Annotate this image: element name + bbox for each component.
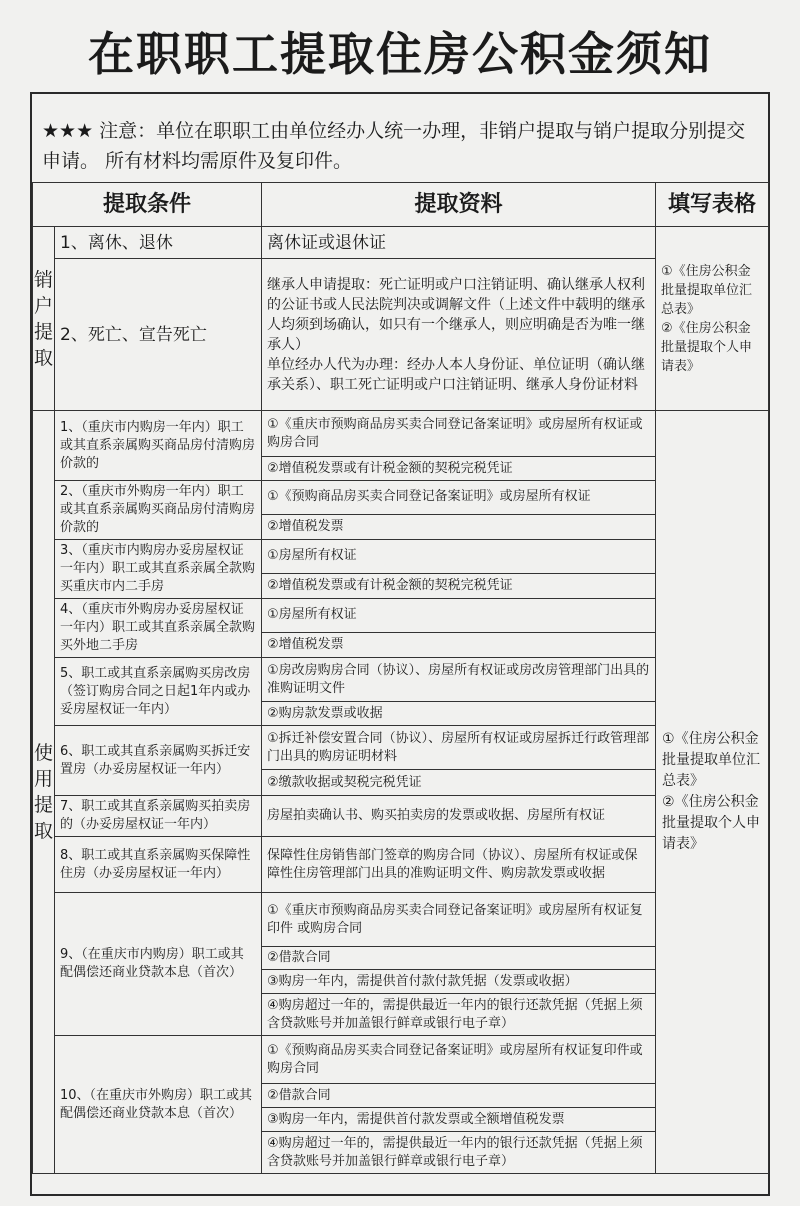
- materials-cell: ①《重庆市预购商品房买卖合同登记备案证明》或房屋所有权证或购房合同: [262, 411, 656, 457]
- materials-cell: ②缴款收据或契税完税凭证: [262, 770, 656, 796]
- condition-cell: 2、（重庆市外购房一年内）职工或其直系亲属购买商品房付清购房价款的: [55, 481, 262, 540]
- materials-cell: [262, 227, 656, 259]
- materials-cell: ④购房超过一年的，需提供最近一年内的银行还款凭据（凭据上须含贷款账号并加盖银行鲜章或银行电子章）: [262, 994, 656, 1036]
- material-text: 单位经办人代为办理：经办人本人身份证、单位证明（确认继承关系）、职工死亡证明或户口注销证明、继承人身份证材料: [267, 356, 646, 393]
- materials-cell: ②增值税发票或有计税金额的契税完税凭证: [262, 457, 656, 481]
- table-row: [33, 411, 769, 457]
- form-name: ①《住房公积金批量提取单位汇总表》: [662, 731, 761, 789]
- materials-cell: 房屋拍卖确认书、购买拍卖房的发票或收据、房屋所有权证: [262, 796, 656, 837]
- table-row: [33, 227, 769, 259]
- materials-cell: ②增值税发票: [262, 514, 656, 539]
- condition-cell: 4、（重庆市外购房办妥房屋权证一年内）职工或其直系亲属全款购买外地二手房: [55, 599, 262, 658]
- condition-cell: 9、（在重庆市内购房）职工或其配偶偿还商业贷款本息（首次）: [55, 893, 262, 1036]
- materials-cell: ①房改房购房合同（协议）、房屋所有权证或房改房管理部门出具的准购证明文件: [262, 658, 656, 702]
- condition-cell: 8、职工或其直系亲属购买保障性住房（办妥房屋权证一年内）: [55, 837, 262, 893]
- condition-cell: 1、（重庆市内购房一年内）职工或其直系亲属购买商品房付清购房价款的: [55, 411, 262, 481]
- materials-cell: ④购房超过一年的，需提供最近一年内的银行还款凭据（凭据上须含贷款账号并加盖银行鲜章或银行电子章）: [262, 1132, 656, 1174]
- materials-cell: ①拆迁补偿安置合同（协议）、房屋所有权证或房屋拆迁行政管理部门出具的购房证明材料: [262, 726, 656, 770]
- materials-cell: ②增值税发票: [262, 632, 656, 657]
- material-text: 继承人申请提取：死亡证明或户口注销证明、确认继承人权利的公证书或人民法院判决或调解文件（上述文件中载明的继承人均须到场确认，如只有一个继承人，则应明确是否为唯一继承人）: [267, 276, 646, 353]
- materials-cell: ①《预购商品房买卖合同登记备案证明》或房屋所有权证复印件或购房合同: [262, 1036, 656, 1084]
- form-name: ②《住房公积金批量提取个人申请表》: [662, 794, 761, 852]
- forms-cell: [656, 227, 769, 411]
- condition-cell: 7、职工或其直系亲属购买拍卖房的（办妥房屋权证一年内）: [55, 796, 262, 837]
- forms-cell: [656, 411, 769, 1174]
- materials-cell: ②借款合同: [262, 1084, 656, 1108]
- condition-cell: 2、死亡、宣告死亡: [55, 259, 262, 411]
- materials-cell: ①《重庆市预购商品房买卖合同登记备案证明》或房屋所有权证复印件 或购房合同: [262, 893, 656, 947]
- form-name: ②《住房公积金批量提取个人申请表》: [661, 320, 753, 374]
- header-materials: 提取资料: [262, 183, 656, 227]
- section-label-closure: 销户提取: [33, 227, 55, 411]
- material-text: 离休证或退休证: [267, 232, 387, 253]
- header-forms: 填写表格: [656, 183, 769, 227]
- section-label-usage: 使用提取: [33, 411, 55, 1174]
- header-condition: 提取条件: [33, 183, 262, 227]
- materials-cell: ②借款合同: [262, 947, 656, 970]
- materials-cell: ①房屋所有权证: [262, 540, 656, 574]
- page-title: 在职职工提取住房公积金须知: [88, 27, 712, 81]
- materials-cell: ③购房一年内，需提供首付款发票或全额增值税发票: [262, 1108, 656, 1132]
- condition-cell: 6、职工或其直系亲属购买拆迁安置房（办妥房屋权证一年内）: [55, 726, 262, 796]
- condition-cell: 3、（重庆市内购房办妥房屋权证一年内）职工或其直系亲属全款购买重庆市内二手房: [55, 540, 262, 599]
- materials-cell: 保障性住房销售部门签章的购房合同（协议）、房屋所有权证或保障性住房管理部门出具的准购证明文件、购房款发票或收据: [262, 837, 656, 893]
- condition-cell: 5、职工或其直系亲属购买房改房（签订购房合同之日起1年内或办妥房屋权证一年内）: [55, 658, 262, 726]
- table-header-row: [33, 183, 769, 227]
- requirements-table: [32, 182, 769, 1174]
- materials-cell: ①房屋所有权证: [262, 599, 656, 633]
- materials-cell: ①《预购商品房买卖合同登记备案证明》或房屋所有权证: [262, 481, 656, 515]
- materials-cell: ②购房款发票或收据: [262, 702, 656, 726]
- condition-cell: 1、离休、退休: [55, 227, 262, 259]
- materials-cell: ③购房一年内，需提供首付款付款凭据（发票或收据）: [262, 970, 656, 994]
- materials-cell: ②增值税发票或有计税金额的契税完税凭证: [262, 573, 656, 598]
- form-name: ①《住房公积金批量提取单位汇总表》: [661, 263, 753, 317]
- condition-cell: 10、（在重庆市外购房）职工或其配偶偿还商业贷款本息（首次）: [55, 1036, 262, 1174]
- materials-cell: [262, 259, 656, 411]
- notice-text: ★★★ 注意：单位在职职工由单位经办人统一办理，非销户提取与销户提取分别提交申请。 所有材料均需原件及复印件。: [42, 120, 746, 172]
